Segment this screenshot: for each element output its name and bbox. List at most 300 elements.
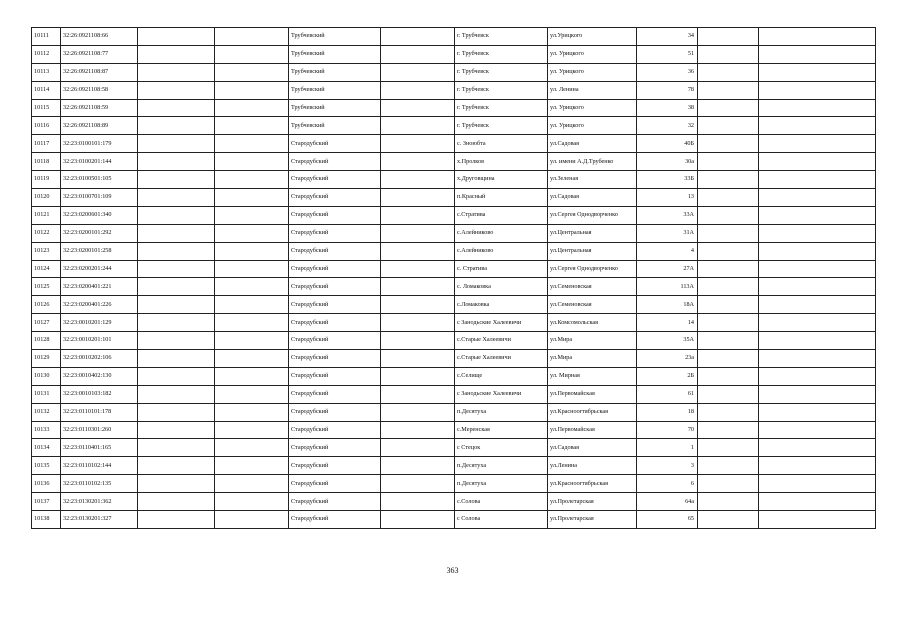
cadastral-number-cell: 32:23:0010201:129 (61, 314, 138, 332)
cadastral-number-cell: 32:23:0130201:362 (61, 493, 138, 511)
street-cell: ул.Садовая (548, 439, 637, 457)
row-number-cell: 10116 (32, 117, 61, 135)
empty-cell-d (698, 224, 759, 242)
empty-cell-d (698, 385, 759, 403)
empty-cell-e (759, 45, 876, 63)
district-cell: Стародубский (289, 367, 381, 385)
street-cell: ул. Урицкого (548, 117, 637, 135)
cadastral-number-cell: 32:23:0200401:221 (61, 278, 138, 296)
empty-cell-e (759, 314, 876, 332)
locality-cell: с.Старые Халеевичи (455, 332, 548, 350)
street-cell: ул.Красноогтябрьская (548, 403, 637, 421)
row-number-cell: 10134 (32, 439, 61, 457)
empty-cell-b (215, 278, 289, 296)
row-number-cell: 10118 (32, 153, 61, 171)
empty-cell-b (215, 206, 289, 224)
cadastral-number-cell: 32:26:0921108:89 (61, 117, 138, 135)
empty-cell-b (215, 511, 289, 529)
street-cell: ул.Мира (548, 350, 637, 368)
empty-cell-e (759, 296, 876, 314)
empty-cell-d (698, 493, 759, 511)
empty-cell-e (759, 278, 876, 296)
row-number-cell: 10112 (32, 45, 61, 63)
empty-cell-c (381, 171, 455, 189)
table-row (32, 81, 876, 99)
empty-cell-b (215, 28, 289, 46)
cadastral-number-cell: 32:23:0010202:106 (61, 350, 138, 368)
empty-cell-c (381, 28, 455, 46)
house-number-cell: 40Б (637, 135, 698, 153)
street-cell: ул.Сергея Однодворченко (548, 260, 637, 278)
empty-cell-d (698, 278, 759, 296)
locality-cell: с Занодьские Халеевичи (455, 385, 548, 403)
cadastral-number-cell: 32:23:0200401:226 (61, 296, 138, 314)
house-number-cell: 31А (637, 224, 698, 242)
district-cell: Трубчевский (289, 117, 381, 135)
empty-cell-a (138, 296, 215, 314)
empty-cell-b (215, 439, 289, 457)
district-cell: Стародубский (289, 314, 381, 332)
row-number-cell: 10117 (32, 135, 61, 153)
empty-cell-e (759, 63, 876, 81)
district-cell: Стародубский (289, 171, 381, 189)
house-number-cell: 14 (637, 314, 698, 332)
locality-cell: п.Десятуха (455, 457, 548, 475)
empty-cell-a (138, 314, 215, 332)
locality-cell: п.Десятуха (455, 475, 548, 493)
empty-cell-e (759, 403, 876, 421)
empty-cell-e (759, 99, 876, 117)
house-number-cell: 35А (637, 332, 698, 350)
locality-cell: с. Стратива (455, 260, 548, 278)
table-row (32, 403, 876, 421)
locality-cell: с Занодьские Халеевичи (455, 314, 548, 332)
row-number-cell: 10131 (32, 385, 61, 403)
cadastral-number-cell: 32:23:0010402:130 (61, 367, 138, 385)
empty-cell-a (138, 81, 215, 99)
empty-cell-d (698, 63, 759, 81)
table-row (32, 511, 876, 529)
street-cell: ул.Сергея Однодворченко (548, 206, 637, 224)
street-cell: ул.Семеновская (548, 296, 637, 314)
empty-cell-e (759, 260, 876, 278)
empty-cell-b (215, 242, 289, 260)
row-number-cell: 10124 (32, 260, 61, 278)
locality-cell: с. Ломаковка (455, 278, 548, 296)
empty-cell-a (138, 511, 215, 529)
district-cell: Стародубский (289, 493, 381, 511)
empty-cell-a (138, 278, 215, 296)
empty-cell-b (215, 117, 289, 135)
empty-cell-b (215, 99, 289, 117)
table-row (32, 278, 876, 296)
cadastral-number-cell: 32:23:0100101:179 (61, 135, 138, 153)
empty-cell-d (698, 117, 759, 135)
table-row (32, 350, 876, 368)
empty-cell-a (138, 260, 215, 278)
empty-cell-d (698, 421, 759, 439)
cadastral-number-cell: 32:23:0100701:109 (61, 189, 138, 207)
empty-cell-c (381, 493, 455, 511)
empty-cell-a (138, 224, 215, 242)
empty-cell-b (215, 189, 289, 207)
row-number-cell: 10120 (32, 189, 61, 207)
district-cell: Стародубский (289, 153, 381, 171)
empty-cell-a (138, 367, 215, 385)
street-cell: ул.Садовая (548, 189, 637, 207)
cadastral-number-cell: 32:23:0200101:258 (61, 242, 138, 260)
empty-cell-d (698, 81, 759, 99)
house-number-cell: 113А (637, 278, 698, 296)
empty-cell-d (698, 99, 759, 117)
district-cell: Стародубский (289, 224, 381, 242)
empty-cell-a (138, 350, 215, 368)
empty-cell-c (381, 117, 455, 135)
empty-cell-b (215, 421, 289, 439)
empty-cell-a (138, 171, 215, 189)
cadastral-number-cell: 32:23:0010201:101 (61, 332, 138, 350)
empty-cell-b (215, 350, 289, 368)
street-cell: ул.Пролетарская (548, 511, 637, 529)
house-number-cell: 61 (637, 385, 698, 403)
empty-cell-e (759, 350, 876, 368)
house-number-cell: 64а (637, 493, 698, 511)
row-number-cell: 10126 (32, 296, 61, 314)
locality-cell: с.Селище (455, 367, 548, 385)
empty-cell-e (759, 135, 876, 153)
empty-cell-c (381, 385, 455, 403)
street-cell: ул.Садовая (548, 135, 637, 153)
table-row (32, 367, 876, 385)
district-cell: Стародубский (289, 475, 381, 493)
empty-cell-c (381, 206, 455, 224)
empty-cell-d (698, 153, 759, 171)
empty-cell-d (698, 314, 759, 332)
empty-cell-b (215, 332, 289, 350)
table-row (32, 260, 876, 278)
locality-cell: г. Трубчевск (455, 28, 548, 46)
empty-cell-a (138, 135, 215, 153)
empty-cell-e (759, 81, 876, 99)
row-number-cell: 10133 (32, 421, 61, 439)
row-number-cell: 10136 (32, 475, 61, 493)
empty-cell-c (381, 475, 455, 493)
district-cell: Стародубский (289, 189, 381, 207)
empty-cell-e (759, 171, 876, 189)
empty-cell-e (759, 511, 876, 529)
empty-cell-e (759, 242, 876, 260)
empty-cell-a (138, 206, 215, 224)
empty-cell-c (381, 153, 455, 171)
empty-cell-d (698, 350, 759, 368)
house-number-cell: 34 (637, 28, 698, 46)
locality-cell: п.Десятуха (455, 403, 548, 421)
street-cell: ул.Мира (548, 332, 637, 350)
house-number-cell: 78 (637, 81, 698, 99)
house-number-cell: 33Б (637, 171, 698, 189)
locality-cell: г. Трубчевск (455, 117, 548, 135)
table-row (32, 117, 876, 135)
empty-cell-e (759, 206, 876, 224)
empty-cell-b (215, 153, 289, 171)
empty-cell-b (215, 475, 289, 493)
table-row (32, 135, 876, 153)
empty-cell-c (381, 45, 455, 63)
empty-cell-e (759, 367, 876, 385)
locality-cell: г. Трубчевск (455, 63, 548, 81)
table-row (32, 296, 876, 314)
street-cell: ул.Ленина (548, 457, 637, 475)
table-body (32, 28, 876, 529)
empty-cell-e (759, 153, 876, 171)
street-cell: ул.Пролетарская (548, 493, 637, 511)
street-cell: ул.Урицкого (548, 28, 637, 46)
locality-cell: с Стецок (455, 439, 548, 457)
table-row (32, 439, 876, 457)
row-number-cell: 10121 (32, 206, 61, 224)
row-number-cell: 10122 (32, 224, 61, 242)
empty-cell-e (759, 439, 876, 457)
empty-cell-c (381, 81, 455, 99)
house-number-cell: 33А (637, 206, 698, 224)
empty-cell-e (759, 189, 876, 207)
empty-cell-b (215, 367, 289, 385)
empty-cell-a (138, 493, 215, 511)
empty-cell-c (381, 99, 455, 117)
empty-cell-a (138, 242, 215, 260)
cadastral-number-cell: 32:23:0200601:340 (61, 206, 138, 224)
row-number-cell: 10127 (32, 314, 61, 332)
row-number-cell: 10115 (32, 99, 61, 117)
table-row (32, 457, 876, 475)
cadastral-number-cell: 32:23:0200101:292 (61, 224, 138, 242)
empty-cell-a (138, 189, 215, 207)
table-row (32, 63, 876, 81)
empty-cell-c (381, 439, 455, 457)
locality-cell: п.Красный (455, 189, 548, 207)
empty-cell-b (215, 296, 289, 314)
row-number-cell: 10114 (32, 81, 61, 99)
district-cell: Стародубский (289, 385, 381, 403)
house-number-cell: 13 (637, 189, 698, 207)
cadastral-number-cell: 32:26:0921108:66 (61, 28, 138, 46)
house-number-cell: 51 (637, 45, 698, 63)
row-number-cell: 10132 (32, 403, 61, 421)
locality-cell: х.Друговщина (455, 171, 548, 189)
district-cell: Стародубский (289, 403, 381, 421)
empty-cell-c (381, 367, 455, 385)
row-number-cell: 10138 (32, 511, 61, 529)
street-cell: ул.Центральная (548, 224, 637, 242)
empty-cell-e (759, 457, 876, 475)
empty-cell-a (138, 63, 215, 81)
district-cell: Стародубский (289, 511, 381, 529)
empty-cell-d (698, 511, 759, 529)
street-cell: ул.Центральная (548, 242, 637, 260)
district-cell: Стародубский (289, 242, 381, 260)
cadastral-number-cell: 32:23:0110102:135 (61, 475, 138, 493)
row-number-cell: 10130 (32, 367, 61, 385)
house-number-cell: 4 (637, 242, 698, 260)
locality-cell: с.Алейниково (455, 242, 548, 260)
empty-cell-a (138, 28, 215, 46)
locality-cell: с Солова (455, 511, 548, 529)
street-cell: ул.Семеновская (548, 278, 637, 296)
house-number-cell: 65 (637, 511, 698, 529)
table-row (32, 332, 876, 350)
empty-cell-a (138, 457, 215, 475)
empty-cell-a (138, 332, 215, 350)
house-number-cell: 2Б (637, 367, 698, 385)
empty-cell-b (215, 314, 289, 332)
empty-cell-c (381, 278, 455, 296)
empty-cell-e (759, 28, 876, 46)
empty-cell-d (698, 28, 759, 46)
row-number-cell: 10123 (32, 242, 61, 260)
empty-cell-c (381, 296, 455, 314)
empty-cell-b (215, 493, 289, 511)
district-cell: Стародубский (289, 278, 381, 296)
locality-cell: г. Трубчевск (455, 81, 548, 99)
empty-cell-b (215, 260, 289, 278)
empty-cell-a (138, 421, 215, 439)
empty-cell-d (698, 475, 759, 493)
empty-cell-b (215, 171, 289, 189)
locality-cell: г. Трубчевск (455, 99, 548, 117)
house-number-cell: 30а (637, 153, 698, 171)
cadastral-number-cell: 32:23:0110102:144 (61, 457, 138, 475)
house-number-cell: 6 (637, 475, 698, 493)
cadastral-number-cell: 32:23:0110401:165 (61, 439, 138, 457)
district-cell: Стародубский (289, 350, 381, 368)
empty-cell-a (138, 475, 215, 493)
street-cell: ул.Комсомольская (548, 314, 637, 332)
district-cell: Стародубский (289, 206, 381, 224)
empty-cell-b (215, 135, 289, 153)
empty-cell-b (215, 45, 289, 63)
district-cell: Стародубский (289, 439, 381, 457)
locality-cell: с. Зноюбта (455, 135, 548, 153)
empty-cell-c (381, 135, 455, 153)
locality-cell: с.Стратива (455, 206, 548, 224)
empty-cell-c (381, 242, 455, 260)
cadastral-number-cell: 32:23:0100201:144 (61, 153, 138, 171)
empty-cell-e (759, 421, 876, 439)
house-number-cell: 3 (637, 457, 698, 475)
page-number: 363 (446, 566, 459, 575)
empty-cell-d (698, 260, 759, 278)
empty-cell-a (138, 385, 215, 403)
cadastral-number-cell: 32:26:0921108:58 (61, 81, 138, 99)
empty-cell-e (759, 385, 876, 403)
registry-table (31, 27, 876, 529)
locality-cell: с.Солова (455, 493, 548, 511)
locality-cell: с.Алейниково (455, 224, 548, 242)
district-cell: Трубчевский (289, 63, 381, 81)
district-cell: Стародубский (289, 296, 381, 314)
empty-cell-c (381, 189, 455, 207)
table-row (32, 28, 876, 46)
cadastral-number-cell: 32:23:0110101:178 (61, 403, 138, 421)
house-number-cell: 23а (637, 350, 698, 368)
street-cell: ул. Ленина (548, 81, 637, 99)
street-cell: ул.Зеленая (548, 171, 637, 189)
locality-cell: х.Пролков (455, 153, 548, 171)
empty-cell-e (759, 224, 876, 242)
empty-cell-c (381, 224, 455, 242)
locality-cell: с.Меренская (455, 421, 548, 439)
empty-cell-b (215, 403, 289, 421)
empty-cell-d (698, 189, 759, 207)
row-number-cell: 10111 (32, 28, 61, 46)
street-cell: ул. Урицкого (548, 99, 637, 117)
table-row (32, 153, 876, 171)
empty-cell-e (759, 117, 876, 135)
empty-cell-e (759, 475, 876, 493)
row-number-cell: 10128 (32, 332, 61, 350)
empty-cell-c (381, 403, 455, 421)
empty-cell-d (698, 332, 759, 350)
empty-cell-c (381, 63, 455, 81)
empty-cell-c (381, 332, 455, 350)
district-cell: Трубчевский (289, 99, 381, 117)
table-row (32, 171, 876, 189)
table-row (32, 189, 876, 207)
empty-cell-e (759, 493, 876, 511)
row-number-cell: 10113 (32, 63, 61, 81)
empty-cell-a (138, 117, 215, 135)
house-number-cell: 32 (637, 117, 698, 135)
empty-cell-d (698, 457, 759, 475)
table-row (32, 314, 876, 332)
empty-cell-d (698, 439, 759, 457)
cadastral-number-cell: 32:23:0110301:260 (61, 421, 138, 439)
table-row (32, 385, 876, 403)
empty-cell-c (381, 511, 455, 529)
row-number-cell: 10125 (32, 278, 61, 296)
locality-cell: с.Старые Халеевичи (455, 350, 548, 368)
empty-cell-b (215, 385, 289, 403)
table-row (32, 206, 876, 224)
empty-cell-d (698, 171, 759, 189)
cadastral-number-cell: 32:26:0921108:77 (61, 45, 138, 63)
row-number-cell: 10119 (32, 171, 61, 189)
empty-cell-d (698, 367, 759, 385)
empty-cell-d (698, 206, 759, 224)
house-number-cell: 70 (637, 421, 698, 439)
empty-cell-b (215, 224, 289, 242)
empty-cell-b (215, 81, 289, 99)
cadastral-number-cell: 32:23:0010103:182 (61, 385, 138, 403)
empty-cell-a (138, 403, 215, 421)
cadastral-number-cell: 32:26:0921108:87 (61, 63, 138, 81)
house-number-cell: 18 (637, 403, 698, 421)
locality-cell: г. Трубчевск (455, 45, 548, 63)
empty-cell-d (698, 296, 759, 314)
street-cell: ул. Мирная (548, 367, 637, 385)
empty-cell-b (215, 457, 289, 475)
cadastral-number-cell: 32:23:0200201:244 (61, 260, 138, 278)
district-cell: Стародубский (289, 421, 381, 439)
table-row (32, 421, 876, 439)
house-number-cell: 27А (637, 260, 698, 278)
empty-cell-c (381, 421, 455, 439)
table-row (32, 45, 876, 63)
district-cell: Трубчевский (289, 81, 381, 99)
district-cell: Трубчевский (289, 45, 381, 63)
empty-cell-d (698, 45, 759, 63)
empty-cell-a (138, 45, 215, 63)
